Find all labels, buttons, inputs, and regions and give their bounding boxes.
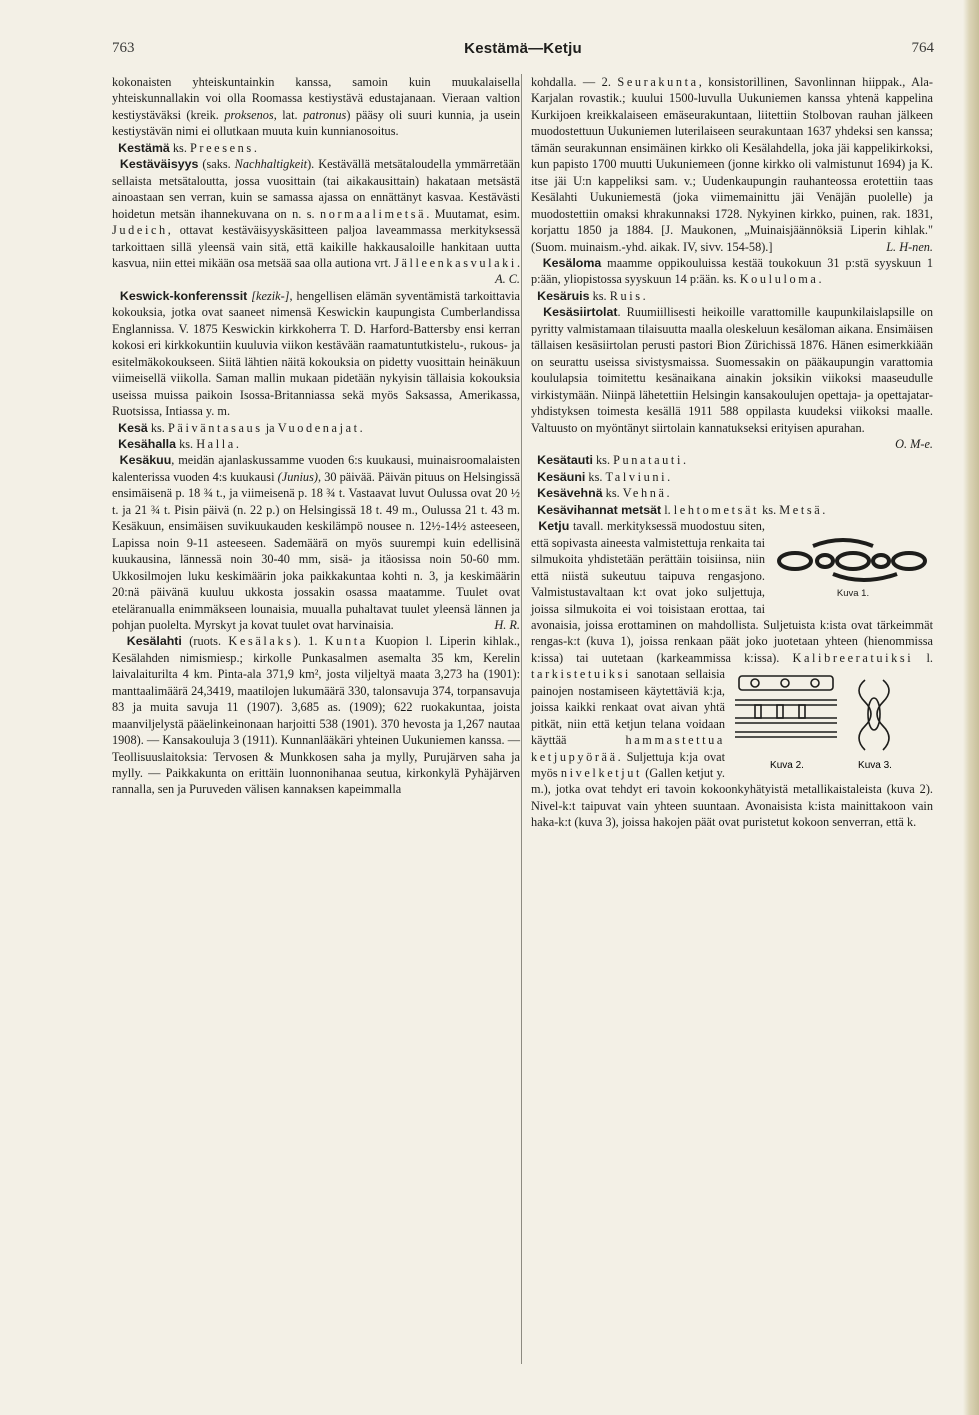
link-chain-illustration bbox=[733, 672, 933, 772]
page-header bbox=[112, 40, 934, 62]
entry-kestavaisyys: Kestäväisyys (saks. Nachhaltigkeit). Kestävällä metsätaloudella ymmärretään sellaista metsätaloutta, jossa vuosittain (tai aikakausittain) hakataan metsästä ainoastaan sen verran, kuin se samassa ajassa on ennättänyt kasvaa. Kestävästi hoidetun metsän ihannekuvana on n. s. normaalimetsä. Muutamat, esim. Judeich, ottavat kestäväisyyskäsitteen paljoa laveammassa merkityksessä tarkoittaen sillä yleensä vain sitä, että kaikille hakkausaloille hankitaan uutta kasvua, niin ettei mikään osa metsää saa olla autiona vrt. Jälleenkasvulaki. A. C. bbox=[112, 157, 521, 287]
page-number-left: 763 bbox=[112, 40, 135, 56]
figures-2-3 bbox=[733, 672, 933, 772]
entry-ketju: Kuva 1. Ketju tavall. merkityksessä muodostuu siten, että sopivasta aineesta valmistettuja renkaita tai silmukoita yhdistetään perättäin toisiinsa, niin että niistä sukeutuu taipuva rengasjono. Valmistustavaltaan k:t ovat joko suljettuja, joissa silmukoita ei voi toisistaan erottaa, tai avonaisia, joissa erottaminen on mahdollista. Suljetuista k:ista ovat tärkeimmät rengas-k:t (kuva 1), joissa renkaan päät joko juotetaan yhteen (hienommissa k:issa) tai uutetaan (karkeammissa k:issa). Kuva 2. Kuva 3. Kalibreeratuiksi l. tarkistetuiksi sanotaan sellaisia painojen nostamiseen käytettäviä k:ja, joissa kaikki renkaat ovat aivan yhtä pitkät, niin että ketjun telana voidaan käyttää hammastettua ketjupyörää. Suljettuja k:ja ovat myös nivelketjut (Gallen ketjut y. m.), jotka ovat tehdyt eri tavoin kokoonkyhätyistä metallikaistaleista (kuva 2). Nivel-k:t taipuvat vain yhteen suuntaan. Avonaisista k:ista mainittakoon vain haka-k:t (kuva 3), joissa hakojen päät ovat puristetut kokoon senverran, että k. bbox=[531, 519, 933, 830]
entry-keswick: Keswick-konferenssit [kezik-], hengellisen elämän syventämistä tarkoittavia kokouksia, jotka ovat saaneet nimensä Keswickin kaupungista Cumberlandissa Englannissa. V. 1875 Keswickin kirkkoherra T. D. Harford-Battersby ensi kerran kokosi eri kirkkokuntiin kuuluvia viikon kestävään raamatuntutkistelu-, rukous- ja esitelmäkokoukseen. Siitä lähtien näitä kokouksia on pidetty vuosittain heinäkuun viimeisellä viikolla. Saman mallin mukaan pidetään nykyisin tällaisia kokouksia useissa muissa paikoin Isossa-Britanniassa sekä myös Saksassa, Amerikassa, Ruotsissa, Intiassa y. m. bbox=[112, 288, 520, 419]
headword: Kesä bbox=[118, 420, 148, 435]
author-signature: H. R. bbox=[494, 617, 520, 632]
entry-kestama: Kestämä ks. Preesens. bbox=[118, 140, 257, 155]
ring-chain-illustration bbox=[773, 534, 933, 586]
entry-kesavihannat: Kesävihannat metsät l. lehtometsät ks. Metsä. bbox=[537, 502, 826, 517]
headword: Kesähalla bbox=[118, 436, 177, 451]
headword: Kesävehnä bbox=[537, 486, 603, 501]
headword: Kesäloma bbox=[542, 255, 602, 270]
entry-kesahalla: Kesähalla ks. Halla. bbox=[118, 436, 239, 451]
entry-kesakuu: Kesäkuu, meidän ajanlaskussamme vuoden 6:s kuukausi, muinaisroomalaisten kalenterissa vuoden 4:s kuukausi (Junius), 30 päivää. Päivän pituus on Helsingissä ensimäisenä p. 18 ¾ t., ja viimeisenä p. 18 ¾ t. Vastaavat luvut Oulussa ovat 20 ½ t. ja 21 ¾ t. Pisin päivä (n. 22 p.) on Helsingissä 18 t. 49 m., Oulussa 21 t. 43 m. Kesäkuun, ensimäisen suvikuukauden keskilämpö nousee n. 12½-14½ asteeseen, Lapissa noin 9-11 asteeseen. Sademäärä on myös suurempi kuin edellisinä kuukausina, lännessä noin 30-40 mm, sisä- ja itäosissa noin 50-60 mm. Ukkosilmojen luku keskimäärin joka paikkakuntaa kohti n. 3, ja keskimäärin 20:nä päivänä kuuluu ukkosta jossakin osassa maatamme. Tuulet ovat eteläranualla enimmäkseen lounaisia, muualla puhaltavat tuulet yleensä lännen ja pohjan puolelta. Myrskyt ja kovat tuulet ovat harvinaisia. H. R. bbox=[112, 453, 520, 632]
right-column bbox=[531, 74, 933, 831]
figure-1-caption: Kuva 1. bbox=[836, 588, 870, 600]
headword: Ketju bbox=[538, 519, 570, 534]
author-signature: A. C. bbox=[495, 272, 520, 287]
entry-kesaloma: Kesäloma maamme oppikouluissa kestää toukokuun 31 p:stä syyskuun 1 p:ään, yliopistossa syyskuun 14 p:ään. ks. Koululoma. bbox=[531, 255, 933, 287]
entry-kesatauti: Kesätauti ks. Punatauti. bbox=[537, 453, 687, 468]
figure-2-caption: Kuva 2. bbox=[770, 760, 804, 772]
headword: Kesäkuu bbox=[119, 453, 172, 468]
headword: Kesäsiirtolat bbox=[543, 305, 618, 320]
headword: Kestämä bbox=[118, 140, 170, 155]
entry-kesalahti-cont: kohdalla. — 2. Seurakunta, konsistorillinen, Savonlinnan hiippak., Ala-Karjalan rovastik.; kuului 1500-luvulla Uukuniemen kanssa yhtenä kappelina Kurkijoen kreikkalaiseen emäseurakuntaan, liitettiin Stolbovan rauhan jälkeen muodostettuun Uukuniemen luterilaiseen seurakuntaan 1637 yhdeksi sen kanssa; tämän seurakunnan ensimäinen kirkko oli Kesälahdella, joka jäi kappelikirkoksi, kun papisto 1700 muutti Uukuniemeen (jonne kirkko oli valmistunut 1694) ja K. itse jäi U:n kappeliksi sam. v.; Uudenkaupungin rauhanteossa erotettiin taas Kesälahti Uukuniemestä (joka viimemainittu jäi Venäjän puolelle) ja muodostettiin omaksi khrakunnaksi 1728. Nykyinen kirkko, puinen, rak. 1831, korjattu 1850 ja 1884. [J. Maukonen, „Muinaisjäännöksiä Liperin kihlak." (Suom. muinaism.-yhd. aikak. IV, sivv. 154-58).] L. H-nen. bbox=[531, 75, 933, 254]
running-title: Kestämä—Ketju bbox=[464, 40, 582, 57]
figure-1 bbox=[773, 534, 933, 602]
page-number-right: 764 bbox=[911, 40, 934, 56]
headword: Kesätauti bbox=[537, 453, 593, 468]
author-signature: O. M-e. bbox=[895, 436, 933, 451]
page-edge bbox=[963, 0, 979, 1415]
entry-kesauni: Kesäuni ks. Talviuni. bbox=[537, 469, 671, 484]
headword: Kesäuni bbox=[537, 469, 586, 484]
headword: Kesäruis bbox=[537, 288, 590, 303]
headword: Kesälahti bbox=[126, 634, 182, 649]
headword: Kesävihannat metsät bbox=[537, 502, 662, 517]
headword: Kestäväisyys bbox=[119, 157, 199, 172]
entry-kesa: Kesä ks. Päiväntasaus ja Vuodenajat. bbox=[118, 420, 363, 435]
author-signature: L. H-nen. bbox=[886, 239, 933, 254]
column-divider bbox=[521, 74, 522, 1364]
entry-kesavehna: Kesävehnä ks. Vehnä. bbox=[537, 486, 670, 501]
headword: Keswick-konferenssit bbox=[119, 288, 248, 303]
entry-kesalahti: Kesälahti (ruots. Kesälaks). 1. Kunta Kuopion l. Liperin kihlak., Kesälahden nimismiesp.; kirkolle Punkasalmen asemalta 35 km, Kerelin laivalaiturilta 4 km. Pinta-ala 371,9 km², josta viljeltyä maata 3,273 ha (1901): manttaalimäärä 24,3419, maatilojen lukumäärä 330, talonsavuja 374, torpansavuja 83 ja muita savuja 11 (1907). 3,685 as. (1909); 622 ruokakuntaa, joista maanviljelystä pääelinkeinonaan harjoitti 538 (1901). 370 hevosta ja 1,267 nautaa 1908). — Kansakouluja 3 (1911). Kunnanlääkäri yhteinen Uukuniemen kanssa. — Teollisuuslaitoksia: Tervosen & Munkkosen saha ja mylly, Purujärven saha ja mylly. — Paikkakunta on erittäin luonnonihanaa seutua, kirkonkylä Pyhäjärven rannalla, sen ja Puruveden välisen kannaksen kapeimmalla bbox=[112, 634, 521, 797]
entry-kesaruis: Kesäruis ks. Ruis. bbox=[537, 288, 646, 303]
entry-kesasiirtolat: Kesäsiirtolat. Ruumiillisesti heikoille varattomille kaupunkilaislapsille on pyritty valmistamaan tilaisuutta maalla oleskeluun kesäloman aikana. Ensimäisen tällaisen kesäsiirtolan perusti pastori Bion Zürichissä 1876. Hänen esimerkkiään on seurattu useissa sivistysmaissa. Suomessakin on pääkaupungin varattomia koululapsia toimitettu kesänaikana ainakin joksikin viikoksi maaseudulle virkistymään. Niinpä lähetettiin Helsingin kansakoulujen opettaja- ja opettajatar-yhdistyksen toimesta kesällä 1911 588 oppilasta kuudeksi viikoksi maalle. Valtuusto on myöntänyt siirtolain kannatukseksi erityisen apurahan. bbox=[531, 305, 933, 435]
figure-3-caption: Kuva 3. bbox=[858, 760, 892, 772]
left-column bbox=[112, 74, 520, 798]
entry-continuation: kokonaisten yhteiskuntainkin kanssa, samoin kuin muukalaisella yhteiskunnallakin voi olla Roomassa kestiystävä edustajanaan. Vieraan valtion kestiystäväksi (kreik. proksenos, lat. patronus) pääsy oli suuri kunnia, ja usein kestiystävän nimi ei ollutkaan muuta kuin kunnianosoitus. bbox=[112, 75, 521, 139]
